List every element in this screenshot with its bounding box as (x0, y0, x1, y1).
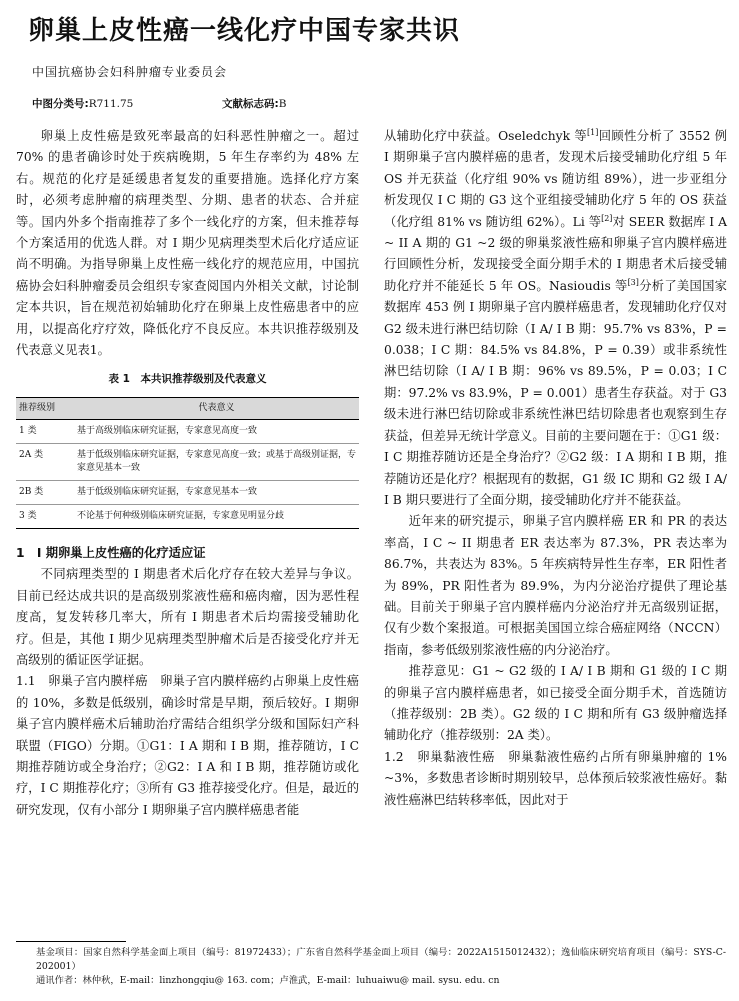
doc-code-label: 文献标志码: (222, 98, 279, 110)
recommendation-paragraph: 推荐意见：G1 ~ G2 级的 I A/ I B 期和 G1 级的 I C 期的卵巢子宫内膜样癌患者，如已接受全面分期手术，首选随访（推荐级别：2B 类）。G2 级的 I C 期和所有 G3 级肿瘤选择辅助化疗（推荐级别：2A 类）。 (384, 664, 727, 743)
document-code (222, 96, 286, 111)
author-organization: 中国抗癌协会妇科肿瘤专业委员会 (32, 65, 228, 79)
table-cell-meaning: 基于低级别临床研究证据，专家意见基本一致 (74, 480, 359, 504)
text-span: 回顾性分析了 3552 例 I 期卵巢子宫内膜样癌的患者，发现术后接受辅助化疗组 5 年 OS 并无获益（化疗组 90% vs 随访组 89%），进一步亚组分析发现仅 I C 期的 G3 这个亚组接受辅助化疗 5 年的 OS 获益（化疗组 81% vs 随访组 62%）。Li 等 (384, 129, 727, 229)
text-span: 从辅助化疗中获益。Oseledchyk 等 (384, 129, 588, 143)
text-span: 分析了美国国家数据库 453 例 I 期卵巢子宫内膜样癌患者，发现辅助化疗仅对 G2 级未进行淋巴结切除（I A/ I B 期：95.7% vs 83%，P = 0.038；I C 期：84.5% vs 84.8%，P = 0.39）或非系统性淋巴结切除（I A/ I B 期：96% vs 89.5%，P = 0.03；I C 期：97.2% vs 83.9%，P = 0.001）患者生存获益。对于 G3 级未进行淋巴结切除或非系统性淋巴结切除患者也观察到生存获益，但差异无统计学意义。目前的主要问题在于：①G1 级：I C 期推荐随访还是全身治疗？②G2 级：I A 期和 I B 期，推荐随访还是化疗？根据现有的数据，G1 级 IC 期和 G2 级 I A/ I B 期只要进行了全面分期，接受辅助化疗并不能获益。 (384, 278, 727, 507)
text-span: 对 SEER 数据库 I A ~ II A 期的 G1 ~2 级的卵巢浆液性癌和卵巢子宫内膜样癌进行回顾性分析，发现接受全面分期手术的 I 期患者术后接受辅助化疗并不能延长 5 年 OS。Nasioudis 等 (384, 214, 728, 293)
footnote (16, 946, 726, 988)
section1-heading: 1 I 期卵巢上皮性癌的化疗适应证 (16, 545, 206, 560)
table-cell-level: 2B 类 (16, 480, 74, 504)
table1-caption: 表 1 本共识推荐级别及代表意义 (108, 373, 267, 386)
citation-ref-1[interactable]: [1] (587, 127, 599, 137)
clc-number (32, 96, 133, 111)
table-row (16, 443, 359, 480)
table-cell-level: 1 类 (16, 419, 74, 443)
recommendation-level-table (16, 397, 359, 529)
citation-ref-2[interactable]: [2] (601, 213, 613, 223)
table-cell-level: 3 类 (16, 504, 74, 528)
hormone-receptor-paragraph: 近年来的研究提示，卵巢子宫内膜样癌 ER 和 PR 的表达率高，I C ~ II 期患者 ER 表达率为 87.3%，PR 表达率为 86.7%，共表达为 83%。5 年疾病特异性生存率，ER 阳性者为 89%，PR 阳性者为 89.9%，为内分泌治疗提供了理论基础。目前关于卵巢子宫内膜样癌内分泌治疗并无高级别证据，仅有少数个案报道。可根据美国国立综合癌症网络（NCCN）指南，参考低级别浆液性癌的内分泌治疗。 (384, 514, 727, 657)
table-cell-level: 2A 类 (16, 443, 74, 480)
section1-paragraph: 不同病理类型的 I 期患者术后化疗存在较大差异与争议。目前已经达成共识的是高级别浆液性癌和癌肉瘤，因为恶性程度高，复发转移几率大，所有 I 期患者术后均需接受辅助化疗。但是，其他 I 期少见病理类型肿瘤术后是否接受化疗并无高级别的循证医学证据。 (16, 567, 359, 667)
article-title: 卵巢上皮性癌一线化疗中国专家共识 (28, 16, 461, 46)
table-cell-meaning: 不论基于何种级别临床研究证据，专家意见明显分歧 (74, 504, 359, 528)
table-cell-meaning: 基于低级别临床研究证据，专家意见高度一致；或基于高级别证据，专家意见基本一致 (74, 443, 359, 480)
footnote-divider (16, 941, 126, 942)
citation-ref-3[interactable]: [3] (627, 277, 639, 287)
table-header-row (16, 397, 359, 419)
intro-paragraph: 卵巢上皮性癌是致死率最高的妇科恶性肿瘤之一。超过 70% 的患者确诊时处于疾病晚期，5 年生存率约为 48% 左右。规范的化疗是延缓患者复发的重要措施。选择化疗方案时，必须考虑肿瘤的病理类型、分期、患者的状态、合并症等。国内外多个指南推荐了多个一线化疗的方案，但未推荐每个方案适用的优选人群。对 I 期少见病理类型术后化疗适应证尚不明确。为指导卵巢上皮性癌一线化疗的规范应用，中国抗癌协会妇科肿瘤委员会组织专家查阅国内外相关文献，讨论制定本共识，旨在规范初始辅助化疗在卵巢上皮性癌患者中的应用，以提高化疗疗效，降低化疗不良反应。本共识推荐级别及代表意义见表1。 (16, 129, 359, 358)
endometrioid-evidence-paragraph (384, 126, 727, 511)
table-row (16, 419, 359, 443)
corresponding-author-note: 通讯作者：林仲秋，E-mail：linzhongqiu@ 163. com；卢淮武，E-mail：luhuaiwu@ mail. sysu. edu. cn (36, 975, 500, 986)
right-column (384, 126, 727, 811)
subsection-1-2-paragraph: 1.2 卵巢黏液性癌 卵巢黏液性癌约占所有卵巢肿瘤的 1% ~3%，多数患者诊断时期别较早，总体预后较浆液性癌好。黏液性癌淋巴结转移率低，因此对于 (384, 749, 727, 807)
table-header-level: 推荐级别 (16, 397, 74, 419)
table-header-meaning: 代表意义 (74, 397, 359, 419)
table-row (16, 480, 359, 504)
table-row (16, 504, 359, 528)
left-column (16, 126, 359, 821)
funding-note: 基金项目：国家自然科学基金面上项目（编号：81972433）；广东省自然科学基金面上项目（编号：2022A1515012432）；逸仙临床研究培育项目（编号：SYS-C-202001） (36, 947, 726, 972)
clc-value: R711.75 (88, 98, 134, 110)
doc-code-value: B (278, 98, 287, 110)
subsection-1-1-paragraph: 1.1 卵巢子宫内膜样癌 卵巢子宫内膜样癌约占卵巢上皮性癌的 10%，多数是低级别，确诊时常是早期，预后较好。I 期卵巢子宫内膜样癌术后辅助治疗需结合组织学分级和国际妇产科联盟（FIGO）分期。①G1：I A 期和 I B 期，推荐随访，I C 期推荐随访或全身治疗；②G2：I A 和 I B 期，推荐随访或化疗，I C 期推荐化疗；③所有 G3 推荐接受化疗。但是，最近的研究发现，仅有小部分 I 期卵巢子宫内膜样癌患者能 (16, 674, 359, 817)
clc-label: 中图分类号: (32, 98, 89, 110)
table-cell-meaning: 基于高级别临床研究证据，专家意见高度一致 (74, 419, 359, 443)
